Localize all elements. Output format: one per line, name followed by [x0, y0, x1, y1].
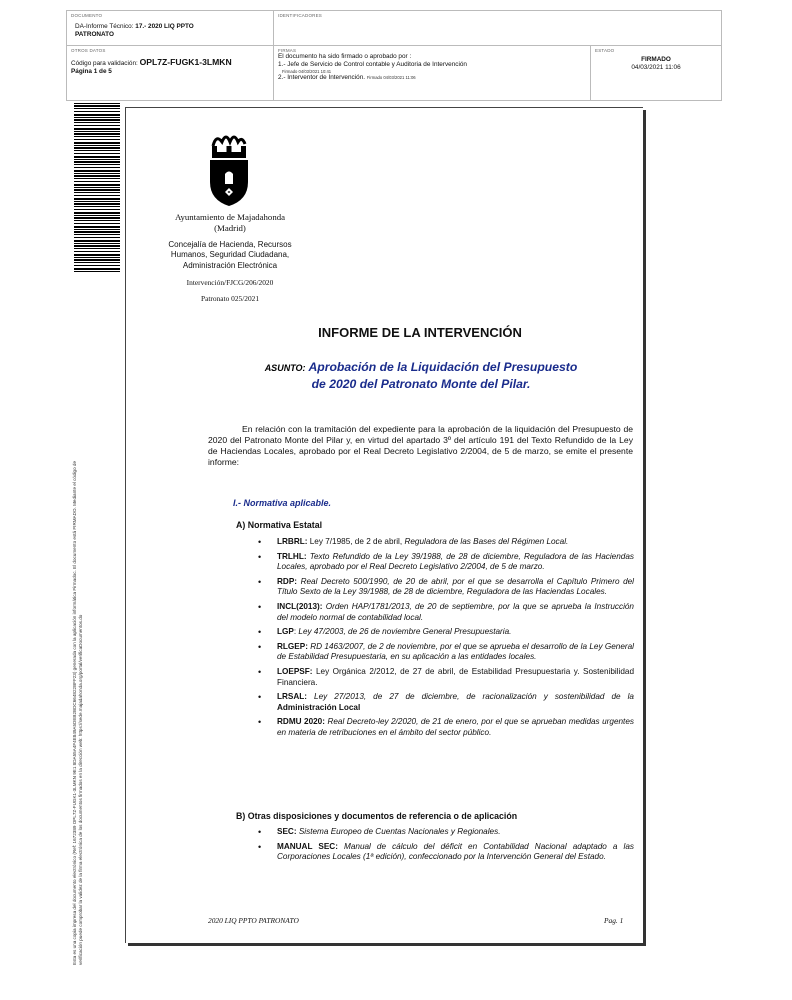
estado-cell: [591, 46, 721, 100]
documento-cell: [67, 11, 274, 45]
barcode: [74, 103, 120, 273]
item-key: LOEPSF:: [277, 666, 313, 676]
list-item: [258, 602, 634, 623]
list-item: [258, 577, 634, 598]
item-text: [307, 692, 314, 701]
documento-text-bold: 17.- 2020 LIQ PPTO: [135, 23, 194, 30]
subsection-a-heading: A) Normativa Estatal: [236, 520, 323, 530]
documento-text: DA-Informe Técnico:: [75, 23, 136, 30]
subsection-b-heading: B) Otras disposiciones y documentos de referencia o de aplicación: [236, 811, 518, 821]
firmas-cell: [274, 46, 591, 100]
firma-1-date: Firmado 04/03/2021 10:41: [282, 69, 332, 74]
item-description: Real Decreto-ley 2/2020, de 21 de enero, por el que se aprueban medidas urgentes en materia de retribuciones en el ámbito del sector público.: [277, 717, 634, 737]
item-text: Ley Orgánica 2/2012, de 27 de abril, de Estabilidad Presupuestaria y. Sostenibilidad Financiera.: [277, 666, 634, 687]
normativa-estatal-list: [258, 537, 634, 743]
reference-1: Intervención/FJCG/206/2020: [186, 278, 274, 287]
item-key: RDMU 2020:: [277, 717, 325, 727]
list-item: [258, 642, 634, 663]
item-key: TRLHL:: [277, 551, 307, 561]
item-description: Sistema Europeo de Cuentas Nacionales y Regionales.: [298, 827, 501, 836]
item-key: LGP: [277, 627, 294, 637]
list-item: [258, 692, 634, 713]
subject: [262, 360, 580, 392]
item-key: LRBRL:: [277, 537, 308, 546]
codigo-label: Código para validación:: [71, 60, 140, 67]
list-item: [258, 827, 634, 838]
otros-datos-caption: OTROS DATOS: [71, 48, 106, 53]
org-region: (Madrid): [214, 222, 246, 233]
item-description-bold: Administración Local: [277, 702, 361, 712]
report-title: INFORME DE LA INTERVENCIÓN: [318, 325, 522, 340]
list-item: [258, 667, 634, 688]
list-item: [258, 627, 634, 638]
item-description: Ley 47/2003, de 26 de noviembre General Presupuestaria.: [298, 627, 512, 637]
subject-label: ASUNTO:: [264, 363, 306, 373]
department: Concejalía de Hacienda, Recursos Humanos, Seguridad Ciudadana, Administración Electrónica: [168, 240, 292, 270]
coat-of-arms-logo: [208, 132, 250, 207]
item-description: Manual de cálculo del déficit en Contabilidad Nacional adaptado a las Corporaciones Locales (1ª edición), confeccionado por la Intervención General del Estado.: [277, 841, 634, 862]
item-description: Real Decreto 500/1990, de 20 de abril, por el que se desarrolla el Capítulo Primero del Título Sexto de la Ley 39/1988, de 28 de diciembre, Reguladora de las Haciendas Locales.: [277, 576, 634, 597]
item-key: RDP:: [277, 576, 298, 586]
item-key: SEC:: [277, 827, 297, 836]
identificadores-cell: [274, 11, 721, 45]
side-verification-text: [72, 305, 85, 965]
list-item: [258, 842, 634, 863]
firma-2-date: Firmado 04/03/2021 11:06: [366, 75, 416, 80]
firmas-intro: El documento ha sido firmado o aprobado por :: [278, 53, 412, 60]
header-top: [66, 10, 722, 46]
documento-text-line2: PATRONATO: [75, 31, 114, 38]
identificadores-caption: IDENTIFICADORES: [278, 13, 323, 18]
documento-caption: DOCUMENTO: [71, 13, 103, 18]
intro-paragraph: En relación con la tramitación del expediente para la aprobación de la liquidación del Presupuesto de 2020 del Patronato Monte del Pilar y, en virtud del apartado 3º del artículo 191 del Texto Refundido de la Ley de Haciendas Locales, aprobado por el Real Decreto Legislativo 2/2004, de 5 de marzo, se emite el presente informe:: [208, 424, 633, 467]
firma-1: 1.- Jefe de Servicio de Control contable y Auditoria de Intervención: [278, 61, 467, 68]
reference-2: Patronato 025/2021: [200, 294, 260, 303]
item-description: Reguladora de las Bases del Régimen Local.: [404, 537, 569, 546]
page-count: Página 1 de 5: [71, 68, 112, 75]
item-text: Ley 7/1985, de 2 de abril,: [307, 537, 405, 546]
org-name: [150, 212, 310, 233]
item-key: MANUAL SEC:: [277, 841, 338, 851]
org-name-text: Ayuntamiento de Majadahonda: [174, 212, 286, 222]
footer-page-number: Pag. 1: [604, 916, 624, 925]
validation-code[interactable]: OPL7Z-FUGK1-3LMKN: [139, 57, 232, 67]
item-description: Texto Refundido de la Ley 39/1988, de 28 de diciembre, Reguladora de las Haciendas Locales, aprobado por el Real Decreto Legislativo 2/2004, de 5 de marzo.: [277, 551, 634, 572]
list-item: [258, 552, 634, 573]
side-text-line-2: verificación puede comprobar la validez de la firma electrónica de los documentos firmados en la dirección web: https://sede.majadahonda.org/portal/verificaDocumentos.do: [78, 614, 84, 965]
side-text-line-1: Esta es una copia impresa del documento electrónico (Ref: 1672389 OPL7Z-FUGK1-3LMKN 9E1 8DA55A4F4E849A5DEB2BDC664822BFF23) generada con la aplicación informática Firmadoc. El documento está FIRMADO. Mediante el código de: [72, 460, 77, 965]
firma-2: 2.- Interventor de Intervención.: [278, 74, 366, 81]
firmas-caption: FIRMAS: [278, 48, 297, 53]
item-description: RD 1463/2007, de 2 de noviembre, por el que se aprueba el desarrollo de la Ley General de Estabilidad Presupuestaria, en su aplicación a las entidades locales.: [277, 641, 634, 662]
item-key: RLGEP:: [277, 641, 308, 651]
item-key: INCL(2013):: [277, 601, 323, 611]
subject-text: Aprobación de la Liquidación del Presupuesto de 2020 del Patronato Monte del Pilar.: [308, 360, 578, 391]
list-item: [258, 717, 634, 738]
item-text: :: [293, 627, 299, 637]
item-description: Orden HAP/1781/2013, de 20 de septiembre, por la que se aprueba la Instrucción del modelo normal de contabilidad local.: [277, 601, 634, 622]
estado-caption: ESTADO: [595, 48, 615, 53]
item-description: Ley 27/2013, de 27 de diciembre, de racionalización y sostenibilidad de la: [314, 692, 634, 702]
estado-status: FIRMADO: [641, 56, 671, 63]
otras-disposiciones-list: [258, 827, 634, 867]
section-heading: I.- Normativa aplicable.: [233, 498, 332, 508]
otros-datos-cell: [67, 46, 274, 100]
list-item: [258, 537, 634, 548]
item-key: LRSAL:: [277, 692, 308, 702]
header-bottom: [66, 45, 722, 101]
footer-left: 2020 LIQ PPTO PATRONATO: [208, 916, 299, 925]
estado-date: 04/03/2021 11:06: [631, 64, 681, 71]
